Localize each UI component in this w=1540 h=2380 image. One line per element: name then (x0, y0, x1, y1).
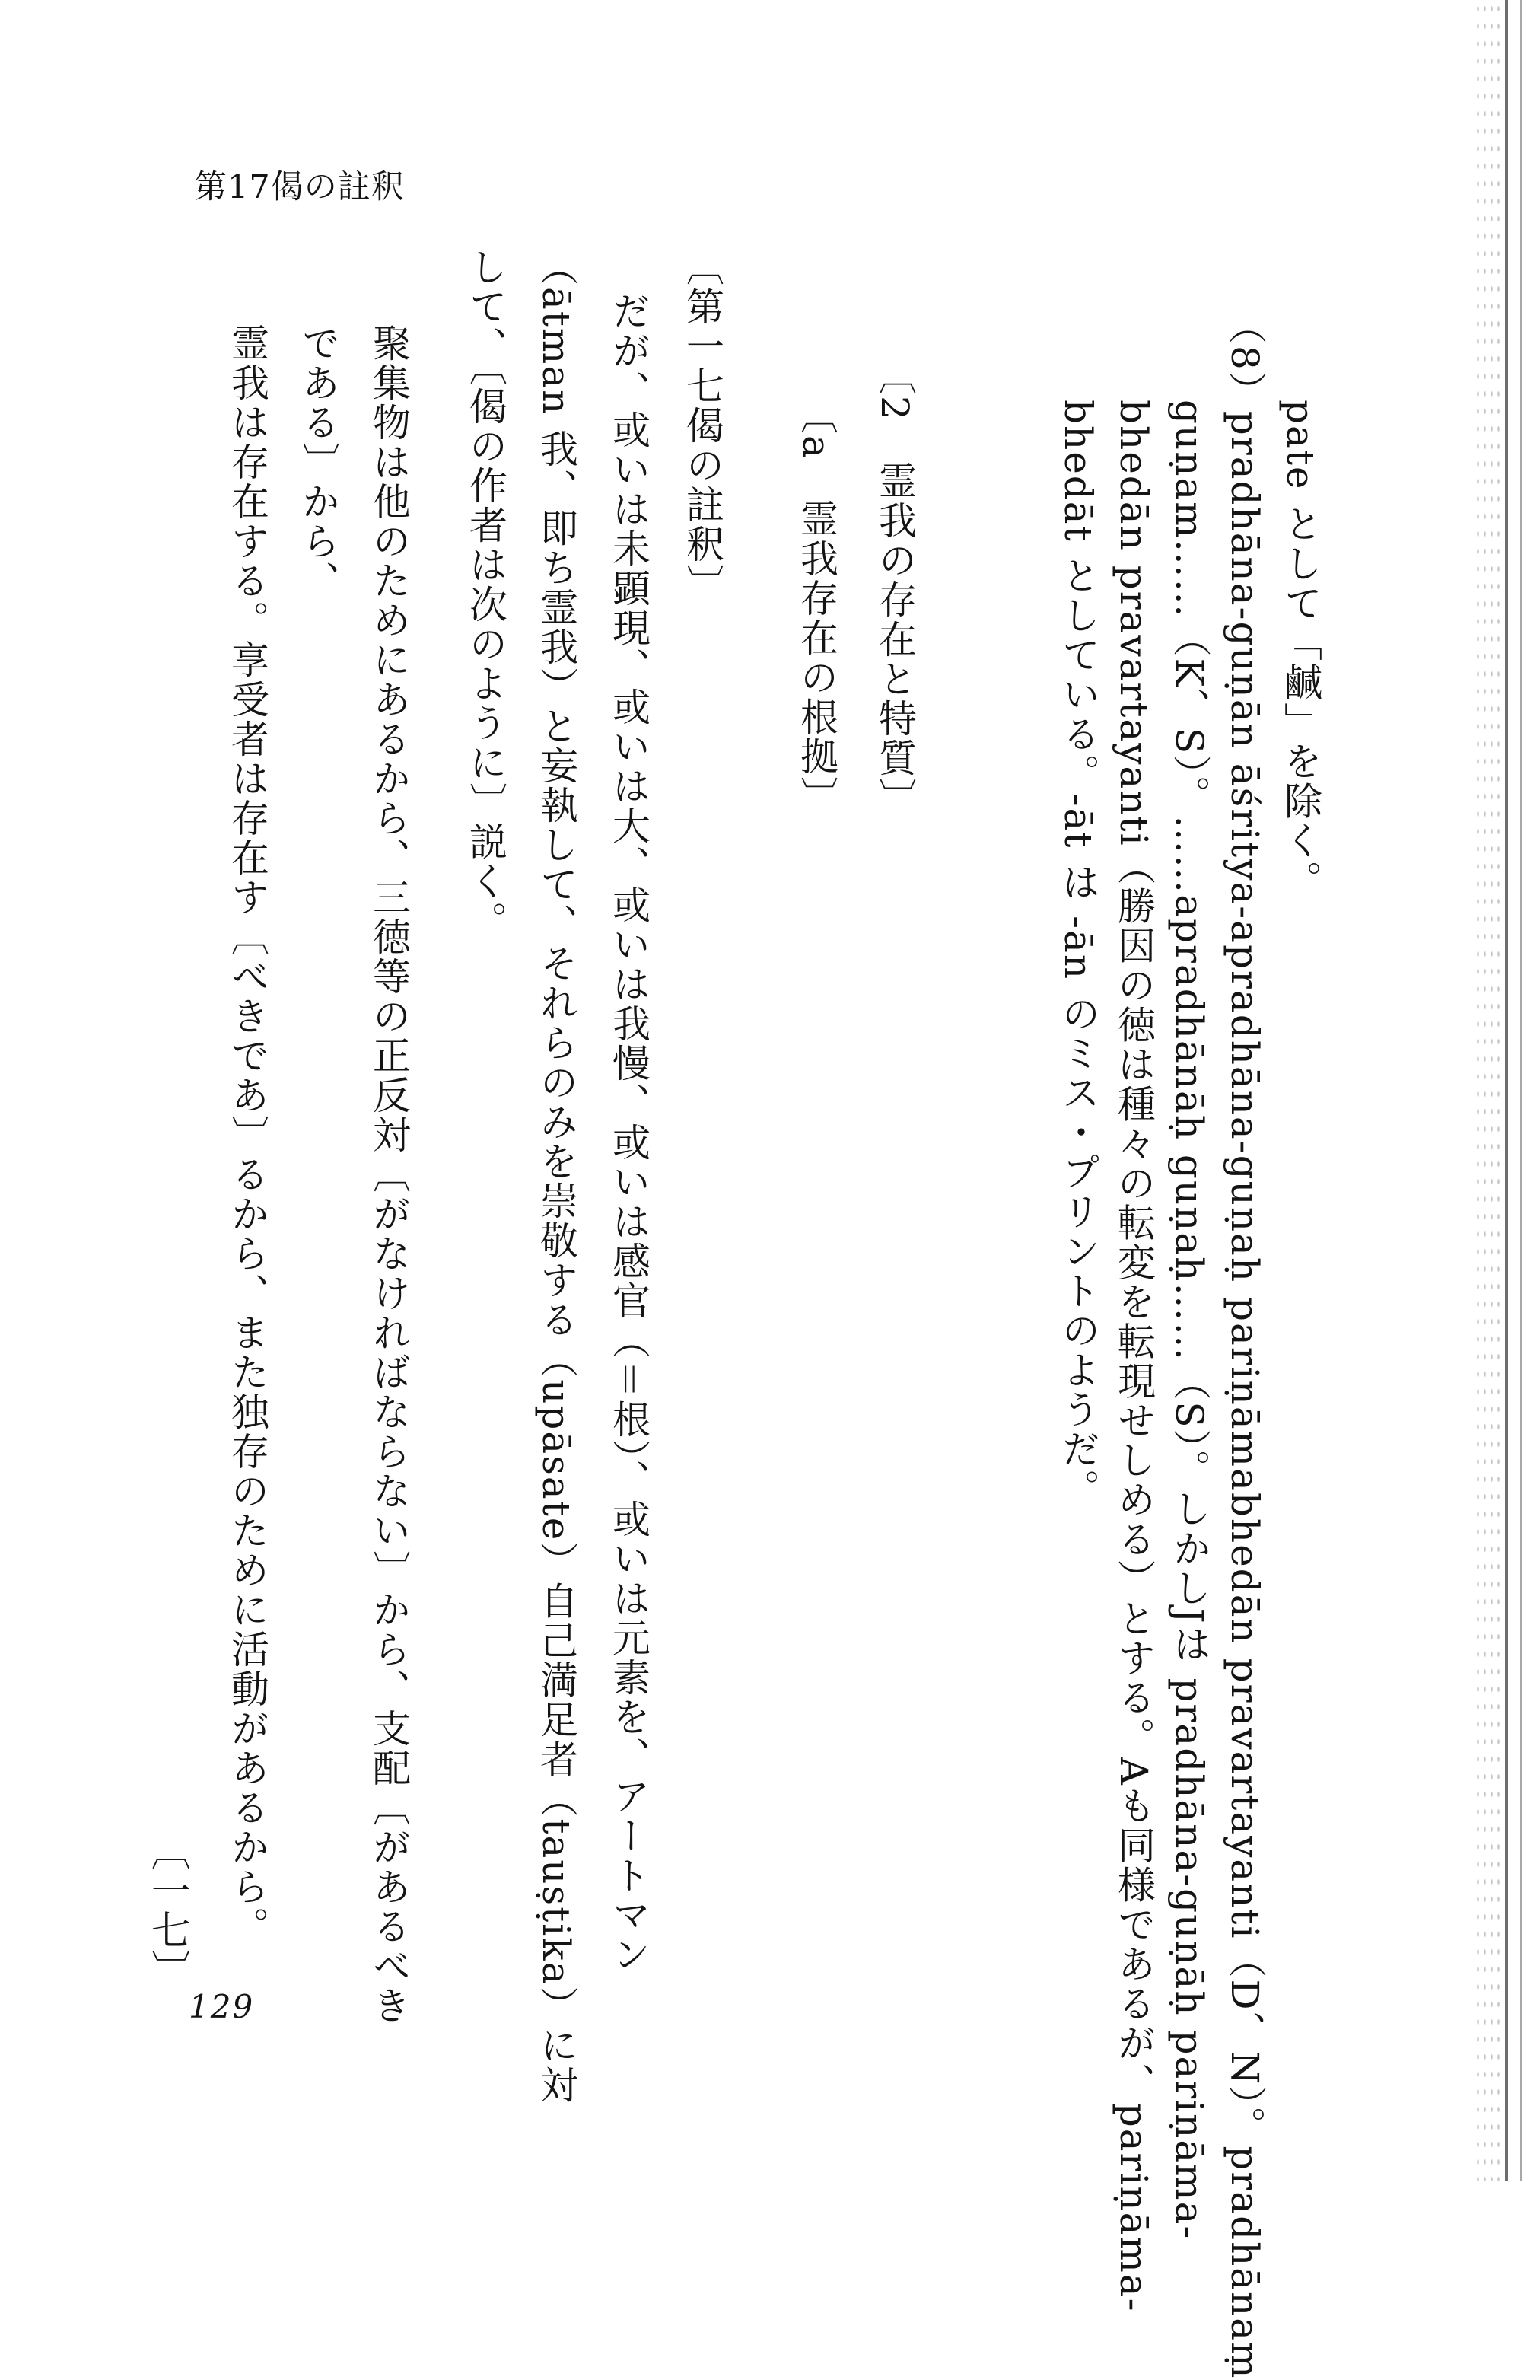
text-column-note-8-line1: （8）pradhāna-guṇān āśritya-apradhāna-guṇaḥ pariṇāmabhedān pravartayanti（D、N）。pradhānaṃ (1223, 306, 1267, 2380)
verse-number-marker: 〔一七〕 (144, 1830, 190, 1989)
text-column-note-8-line3: bhedān pravartayanti（勝因の徳は種々の転変を転現せしめる）とする。Aも同様であるが、pariṇāma- (1112, 400, 1156, 2313)
text-column-body-line5: である〕から、 (296, 323, 340, 601)
text-column-body-line1: だが、或いは未顕現、或いは大、或いは我慢、或いは感官（＝根）、或いは元素を、アートマン (606, 292, 651, 1974)
text-column-body-line3: して、〔偈の作者は次のように〕説く。 (463, 247, 508, 941)
scan-speckles (1475, 0, 1500, 2181)
text-column-note-7-end: pate として「鹹」を除く。 (1278, 400, 1322, 900)
text-column-subsection-heading: 〔a 霊我存在の根拠〕 (794, 396, 838, 816)
text-column-body-line2: （ātman 我、即ち霊我）と妄執して、それらのみを崇敬する（upāsate）自己満足者（tauṣṭika）に対 (534, 247, 578, 2105)
scan-edge-shadow (1505, 0, 1508, 2181)
text-column-section-heading: 〔2 霊我の存在と特質〕 (873, 356, 917, 817)
page-number: 129 (189, 1988, 255, 2025)
text-column-commentary-label: 〔第一七偈の註釈〕 (680, 247, 724, 604)
running-header: 第17偈の註釈 (194, 168, 405, 206)
scan-edge-shadow-faint (1520, 0, 1522, 2181)
text-column-body-line6: 霊我は存在する。享受者は存在す〔べきであ〕るから、また独存のために活動があるから。 (225, 323, 269, 1946)
text-column-body-line4: 聚集物は他のためにあるから、三徳等の正反対〔がなければならない〕から、支配〔があるべき (367, 323, 411, 2025)
text-column-note-8-line2: guṇam……（K、S）。……apradhānāḥ guṇaḥ……（S）。しかしJは pradhāna-guṇāḥ pariṇāma- (1167, 400, 1211, 2241)
text-column-note-8-line4: bhedāt としている。-āt は -ān のミス・プリントのようだ。 (1056, 400, 1100, 1509)
